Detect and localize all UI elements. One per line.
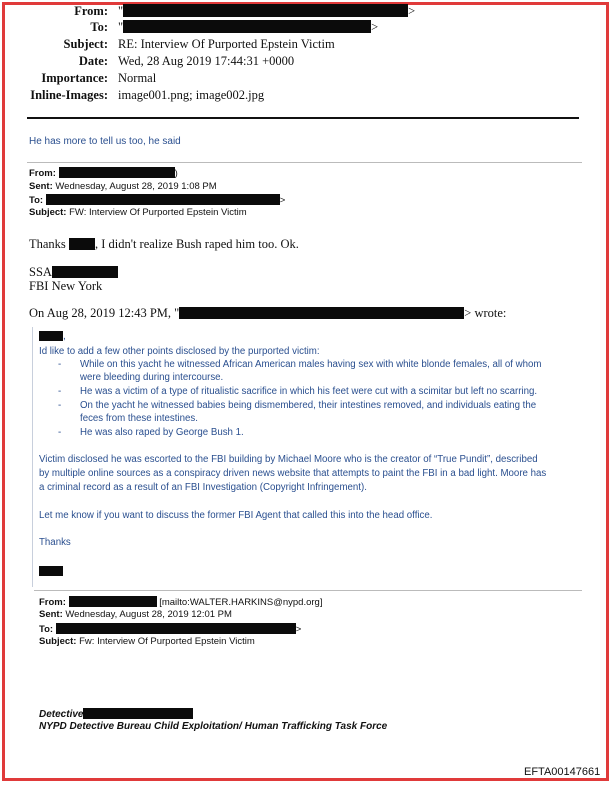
to-value: " > [118,20,379,34]
signature-unit: NYPD Detective Bureau Child Exploitation/ Human Trafficking Task Force [39,721,388,732]
date-value: Wed, 28 Aug 2019 17:44:31 +0000 [118,54,295,68]
importance-value: Normal [118,71,157,85]
inline-images-value: image001.png; image002.jpg [118,88,265,102]
from-label: From: [39,597,66,608]
paragraph-line-3: a criminal record as a result of an FBI Investigation (Copyright Infringement). [39,482,367,493]
paragraph-line-1: Victim disclosed he was escorted to the FBI building by Michael Moore who is the creator of “True Pundit”, described [39,454,538,465]
signature-redaction [39,566,63,576]
bullet-4: He was also raped by George Bush 1. [80,427,244,438]
sent-value: Wednesday, August 28, 2019 12:01 PM [65,609,232,620]
separator [34,590,582,591]
bullet-3-cont: feces from these intestines. [80,413,198,424]
separator [27,162,582,163]
header-rule [27,117,579,119]
importance-label: Importance: [41,71,108,85]
redaction [52,266,118,278]
redaction [123,4,408,17]
redaction [69,596,157,607]
let-me-know: Let me know if you want to discuss the former FBI Agent that called this into the head office. [39,510,433,521]
redaction [56,623,296,634]
redaction [59,167,175,178]
quote-intro: On Aug 28, 2019 12:43 PM, " > wrote: [29,306,507,320]
redaction [179,307,464,319]
redaction [69,238,95,250]
ssa-line: SSA [29,265,118,280]
subject-label: Subject: [29,207,67,218]
subject-label: Subject: [63,37,108,51]
redaction [46,194,280,205]
thanks-line: Thanks , I didn't realize Bush raped him too. Ok. [29,237,299,251]
redaction [83,708,193,719]
from-value: " > [118,4,416,18]
from-label: From: [29,168,56,179]
fbi-office: FBI New York [29,279,103,293]
salutation: , [39,331,66,342]
reply-line: He has more to tell us too, he said [29,136,181,147]
subject-value: RE: Interview Of Purported Epstein Victim [118,37,335,51]
to-label: To: [39,624,54,635]
subject-value: FW: Interview Of Purported Epstein Victim [69,207,247,218]
signature-title: Detective [39,708,193,720]
subject-label: Subject: [39,636,77,647]
sent-label: Sent: [39,609,63,620]
bullet-1-cont: were bleeding during intercourse. [80,372,224,383]
date-label: Date: [78,54,108,68]
bullet-1: While on this yacht he witnessed African American males having sex with white blonde females, all of whom [80,359,542,370]
subject-value: Fw: Interview Of Purported Epstein Victim [79,636,255,647]
bullet-2: He was a victim of a type of ritualistic sacrifice in which his feet were cut with a scimitar but left no scarring. [80,386,538,397]
from-label: From: [74,4,108,18]
quote-bar [32,327,33,587]
thanks-2: Thanks [39,537,71,548]
sent-value: Wednesday, August 28, 2019 1:08 PM [55,181,217,192]
victim-intro: Id like to add a few other points disclosed by the purported victim: [39,346,320,357]
paragraph-line-2: by multiple online sources as a conspiracy driven news website that attempts to paint the FBI in a bad light. Moore has [39,468,547,479]
redaction [39,331,63,341]
bullet-3: On the yacht he witnessed babies being dismembered, their intestines removed, and individuals eating the [80,400,537,411]
from-mail: [mailto:WALTER.HARKINS@nypd.org] [159,597,323,608]
redaction [123,20,371,33]
inline-images-label: Inline-Images: [30,88,108,102]
document-id: EFTA00147661 [524,766,601,778]
sent-label: Sent: [29,181,53,192]
to-label: To: [29,195,44,206]
to-label: To: [90,20,108,34]
